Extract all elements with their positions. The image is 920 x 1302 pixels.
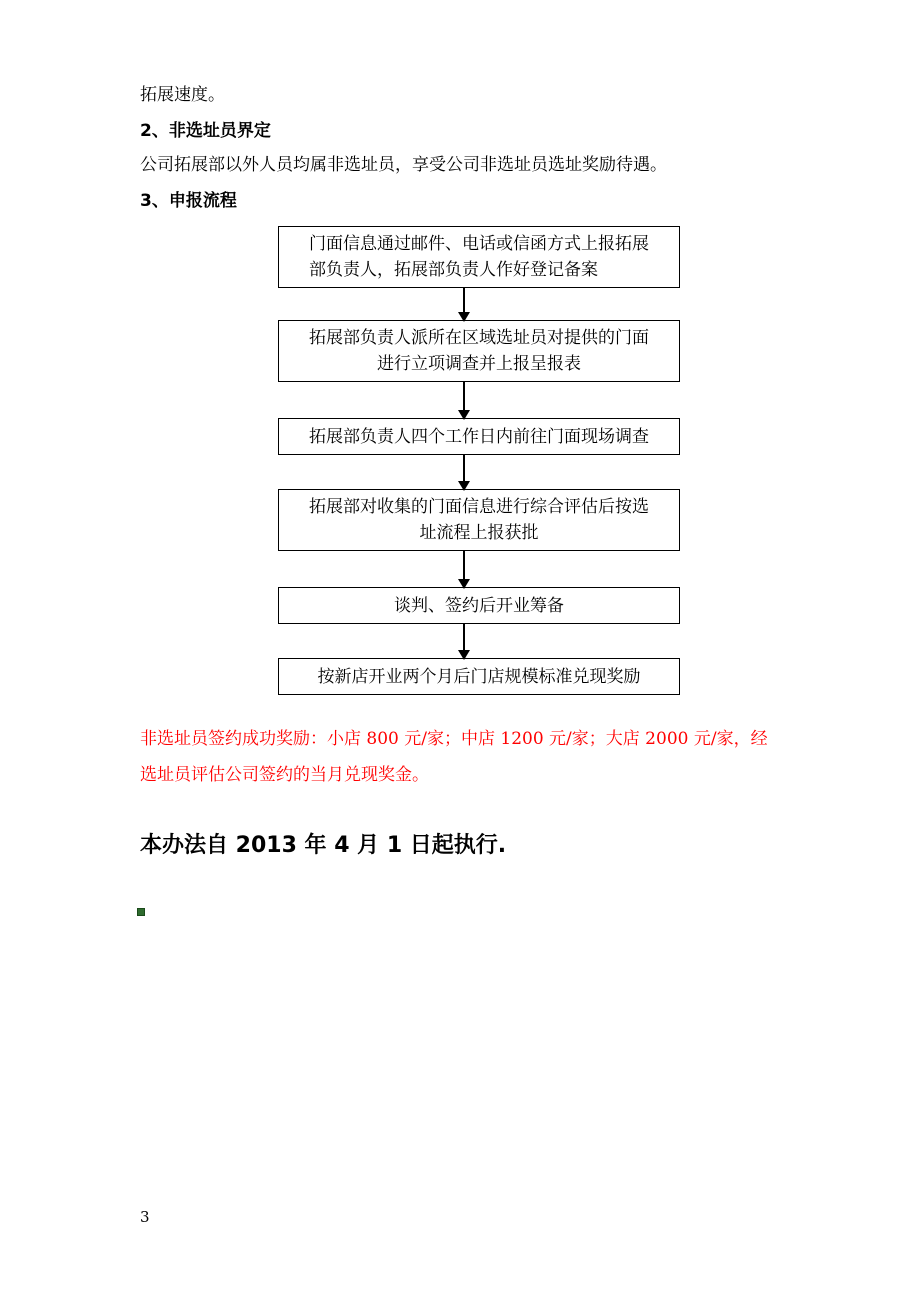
flow-arrow-4 [463,551,465,587]
intro-tail-text: 拓展速度。 [140,85,225,105]
flow-step-6 [278,658,680,695]
flow-step-5-text: 谈判、签约后开业筹备 [394,595,564,616]
section3-heading: 3、申报流程 [140,191,237,211]
flow-step-3 [278,418,680,455]
flow-step-4-line1: 拓展部对收集的门面信息进行综合评估后按选 [309,497,649,517]
flow-arrow-2 [463,382,465,418]
page-number: 3 [140,1208,150,1226]
flow-step-4 [278,489,680,551]
flow-step-4-line2: 址流程上报获批 [419,523,539,543]
flow-step-5 [278,587,680,624]
flow-arrow-1 [463,288,465,320]
flow-step-1-line1: 门面信息通过邮件、电话或信函方式上报拓展 [309,234,649,254]
flow-step-1 [278,226,680,288]
reward-text-line1: 非选址员签约成功奖励：小店 800 元/家；中店 1200 元/家；大店 2000 元/家，经 [140,729,768,749]
section2-heading: 2、非选址员界定 [140,121,271,141]
flow-arrow-3 [463,455,465,489]
reward-text-line2: 选址员评估公司签约的当月兑现奖金。 [140,765,429,785]
flow-step-1-line2: 部负责人，拓展部负责人作好登记备案 [309,260,598,280]
effective-date-statement: 本办法自 2013 年 4 月 1 日起执行. [140,833,507,858]
section2-text: 公司拓展部以外人员均属非选址员，享受公司非选址员选址奖励待遇。 [140,155,667,175]
flow-step-2-line2: 进行立项调查并上报呈报表 [377,354,581,374]
flow-step-2 [278,320,680,382]
flow-step-3-text: 拓展部负责人四个工作日内前往门面现场调查 [309,426,649,447]
flow-step-6-text: 按新店开业两个月后门店规模标准兑现奖励 [317,666,641,687]
flow-step-2-line1: 拓展部负责人派所在区域选址员对提供的门面 [309,328,649,348]
flow-arrow-5 [463,624,465,658]
bullet-marker-icon [137,908,145,916]
